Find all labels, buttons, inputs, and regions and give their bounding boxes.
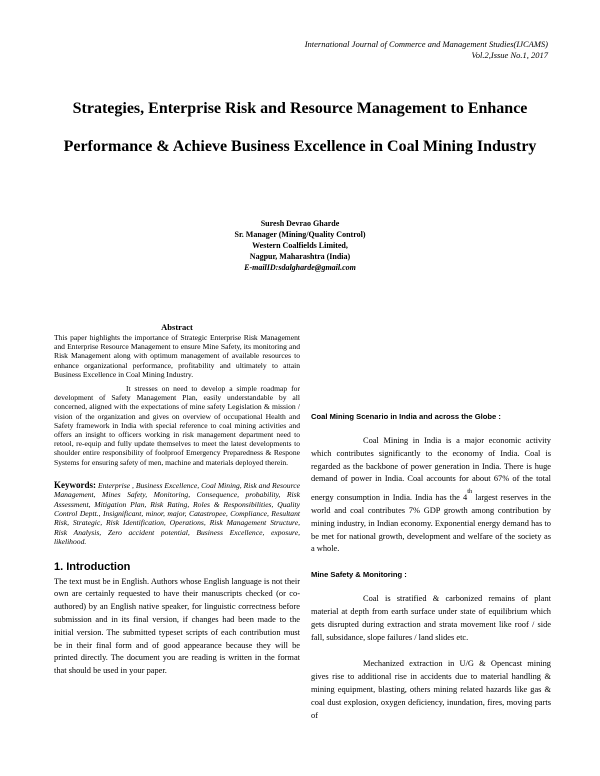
- coal-scenario-heading: Coal Mining Scenario in India and across the Globe :: [311, 412, 501, 421]
- coal-scenario-text: [311, 435, 551, 556]
- introduction-text: The text must be in English. Authors whose English language is not their own are certainly requested to have their manuscripts checked (or co-authored) by an English native speaker, for linguistic correctness before submission and in its final version, if changes had been made to the initial version. The submitted typeset scripts of each contribution must be in their final form and of good appearance because they will be printed directly. The document you are reading is written in the format that should be used in your paper.: [54, 576, 300, 676]
- author-name: Suresh Devrao Gharde: [260, 219, 340, 228]
- author-organization: Western Coalfields Limited,: [252, 241, 348, 250]
- journal-volume: Vol.2,Issue No.1, 2017: [471, 50, 548, 60]
- paper-title: Strategies, Enterprise Risk and Resource Management to Enhance Performance & Achieve Business Excellence in Coal Mining Industry: [63, 100, 537, 155]
- abstract-paragraph-1: This paper highlights the importance of Strategic Enterprise Risk Management and Enterprise Resource Management to ensure Mine Safety, its monitoring and Risk Management along with optimum management of available resources to enhance organizational performance, profitability and ultimately to attain Business Excellence in Coal Mining Industry.: [54, 333, 300, 379]
- author-location: Nagpur, Maharashtra (India): [249, 252, 351, 261]
- right-column: [311, 318, 551, 722]
- mine-safety-heading: Mine Safety & Monitoring :: [311, 570, 407, 580]
- keywords: [54, 481, 300, 547]
- author-email[interactable]: E-mailID:sdalgharde@gmail.com: [244, 263, 356, 272]
- keywords-text: Enterprise , Business Excellence, Coal Mining, Risk and Resource Management, Mines Safety, Monitoring, Consequence, probability, Risk Assessment, Mitigation Plan, Risk Rating, Roles & Responsibilities, Quality Control Deptt., Insignificant, minor, major, Catastropee, Compliance, Resultant Risk, Strategic, Risk Identification, Operations, Risk Management Structure, Risk Analysis, Zero accident potential, Business Excellence, exposure, likelihood.: [54, 480, 300, 547]
- abstract-paragraph-2: It stresses on need to develop a simple roadmap for development of Safety Management Plan, easily understandable by all concerned, aligned with the expectations of mine safety Legislation & mission / vision of the organization and gives on overview of occupational Health and Safety framework in India with special reference to coal mining activities and offers an insight to officers working in risk management department need to retool, re-equip and fully update themselves to meet the latest developments to shoulder entire responsibility of foolproof Emergency Preparedness & Respone Systems for ensuring safety of men, machine and materials deployed therein.: [54, 384, 300, 467]
- mine-safety-paragraph-2: Mechanized extraction in U/G & Opencast mining gives rise to additional rise in accidents due to material handling & mining equipment, blasting, others mining related hazards like gas & coal dust explosion, oxygen deficiency, inundation, fires, moving parts of: [311, 659, 551, 720]
- coal-scenario-text-a: Coal Mining in India is a major economic activity which contributes significantly to the economy of India. Coal is regarded as the backbone of power generation in India. There is huge demand of power in India. Coal accounts for about 67% of the total energy consumption in India. India has the 4: [311, 436, 551, 503]
- left-column: [54, 318, 300, 678]
- journal-header: [305, 39, 548, 61]
- mine-safety-paragraph-1: Coal is stratified & carbonized remains of plant material at depth from earth surface under state of equilibrium which gets disrupted during extraction and strata movement like roof / side fall, subsidance, slope failures / land slides etc.: [311, 594, 551, 642]
- introduction-heading: 1. Introduction: [54, 560, 131, 573]
- author-block: [150, 218, 450, 273]
- superscript-th: th: [467, 488, 473, 496]
- abstract-heading: Abstract: [161, 322, 193, 332]
- keywords-label: Keywords:: [54, 479, 96, 490]
- journal-name: International Journal of Commerce and Management Studies(IJCAMS): [304, 39, 548, 49]
- coal-scenario-text-b: largest reserves in the world and coal contributes 7% GDP growth among contribution by mining industry, in Indian economy. Exponential energy demand has to be met for national growth, development and welfare of the society as a whole.: [311, 493, 551, 554]
- author-position: Sr. Manager (Mining/Quality Control): [234, 230, 366, 239]
